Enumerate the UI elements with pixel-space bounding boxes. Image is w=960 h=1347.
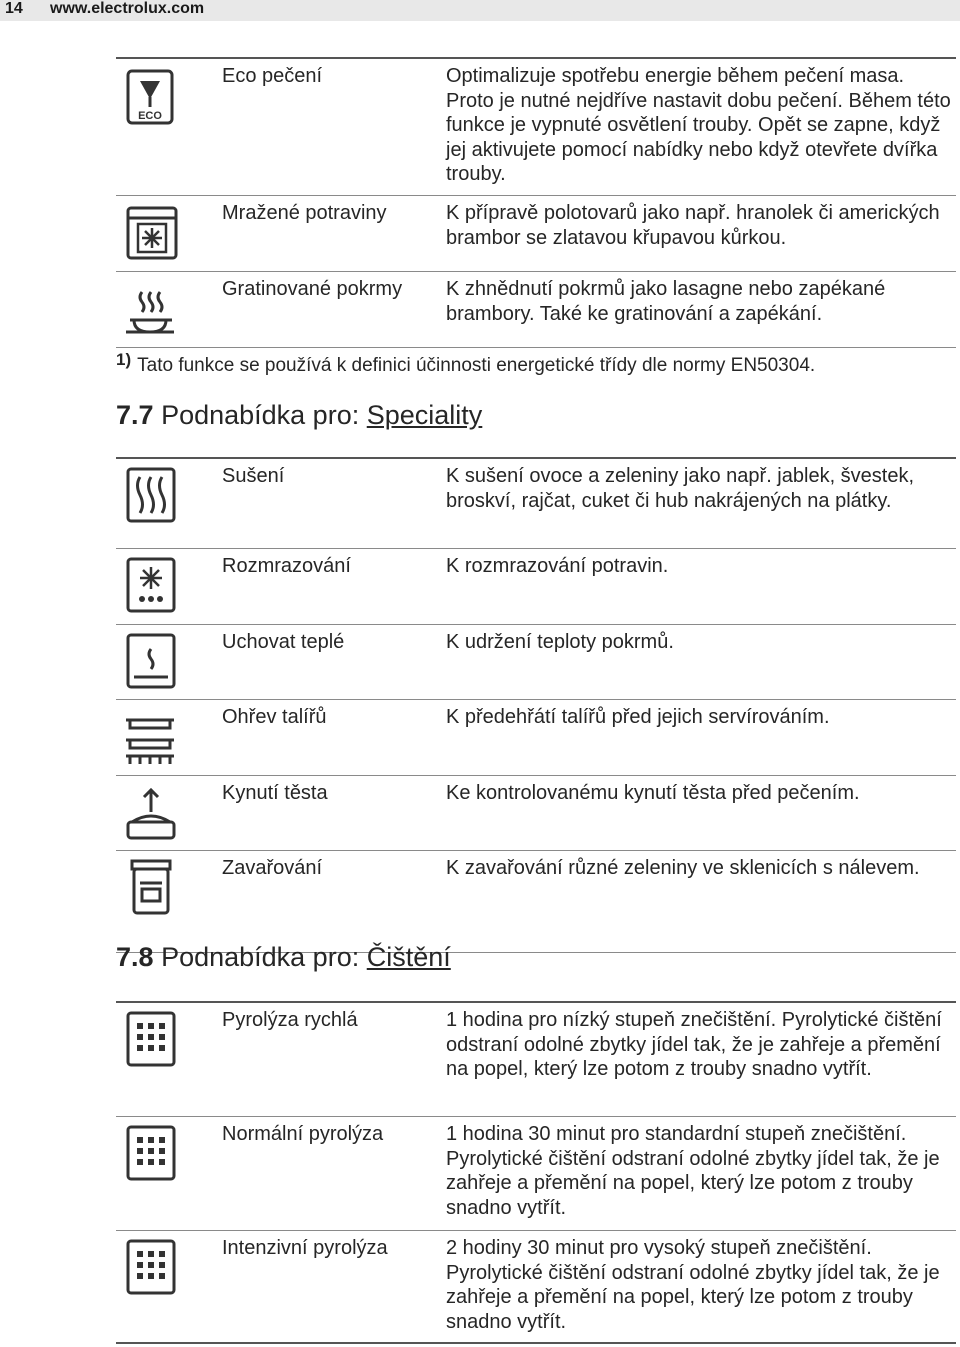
functions-table-3: [116, 1001, 956, 1344]
plate-warming-icon: [120, 710, 180, 770]
footnote-text: Tato funkce se používá k definici účinnosti energetické třídy dle normy EN50304.: [137, 355, 816, 376]
table-row: [116, 851, 956, 953]
function-description: K sušení ovoce a zeleniny jako např. jablek, švestek, broskví, rajčat, cuket či hub nakrájených na plátky.: [446, 465, 915, 512]
function-description: 1 hodina pro nízký stupeň znečištění. Pyrolytické čištění odstraní odolné zbytky jídel tak, že je zahřeje a přemění na popel, který lze potom z trouby snadno vytřít.: [446, 1009, 942, 1080]
section-heading-7-8: [116, 942, 451, 973]
function-name: Pyrolýza rychlá: [222, 1009, 358, 1031]
function-name: Eco pečení: [222, 65, 323, 87]
table-row: [116, 776, 956, 851]
function-description: K zavařování různé zeleniny ve sklenicích s nálevem.: [446, 857, 920, 879]
table-row: [116, 625, 956, 700]
pyrolysis-intensive-icon: [120, 1237, 180, 1297]
frozen-food-icon: [120, 204, 180, 264]
pyrolysis-normal-icon: [120, 1123, 180, 1183]
section-number: 7.8: [116, 942, 154, 972]
drying-icon: [120, 465, 180, 525]
section-heading-7-7: [116, 400, 482, 431]
gratin-icon: [120, 280, 180, 340]
dough-proving-icon: [120, 782, 180, 842]
functions-table-2: [116, 457, 956, 953]
table-row: [116, 196, 956, 272]
function-description: K zhnědnutí pokrmů jako lasagne nebo zapékané brambory. Také ke gratinování a zapékání.: [446, 278, 886, 325]
function-description: 1 hodina 30 minut pro standardní stupeň znečištění. Pyrolytické čištění odstraní odolné zbytky jídel tak, že je zahřeje a přemění na popel, který lze potom z trouby snadno vytřít.: [446, 1123, 940, 1219]
table-row: [116, 59, 956, 196]
svg-text:ECO: ECO: [138, 110, 162, 122]
function-description: K přípravě polotovarů jako např. hranolek či amerických brambor se zlatavou křupavou kůrkou.: [446, 202, 940, 249]
function-description: K předehřátí talířů před jejich servírováním.: [446, 706, 830, 728]
functions-table-1: [116, 57, 956, 348]
pyrolysis-quick-icon: [120, 1009, 180, 1069]
function-description: Optimalizuje spotřebu energie během pečení masa. Proto je nutné nejdříve nastavit dobu pečení. Během této funkce je vypnuté osvětlení trouby. Opět se zapne, když jej aktivujete pomocí nabídky nebo když otevřete dvířka trouby.: [446, 65, 951, 185]
section-title: Podnabídka pro:: [161, 400, 360, 430]
function-name: Mražené potraviny: [222, 202, 387, 224]
defrost-icon: [120, 555, 180, 615]
function-name: Ohřev talířů: [222, 706, 327, 728]
function-name: Intenzivní pyrolýza: [222, 1237, 388, 1259]
section-title: Podnabídka pro:: [161, 942, 360, 972]
footnote: [116, 350, 815, 377]
table-row: [116, 700, 956, 776]
section-number: 7.7: [116, 400, 154, 430]
table-row: [116, 272, 956, 348]
function-name: Gratinované pokrmy: [222, 278, 403, 300]
table-row: [116, 459, 956, 549]
table-row: [116, 1231, 956, 1344]
section-link-speciality[interactable]: Speciality: [366, 400, 483, 430]
table-row: [116, 1003, 956, 1117]
table-row: [116, 1117, 956, 1231]
footnote-marker: 1): [116, 350, 132, 369]
section-link-cisteni[interactable]: Čištění: [366, 942, 451, 972]
page-header: [0, 0, 960, 21]
function-description: Ke kontrolovanému kynutí těsta před pečením.: [446, 782, 860, 804]
page-number: 14: [5, 0, 23, 17]
function-name: Normální pyrolýza: [222, 1123, 384, 1145]
function-name: Zavařování: [222, 857, 323, 879]
function-name: Kynutí těsta: [222, 782, 328, 804]
function-description: 2 hodiny 30 minut pro vysoký stupeň znečištění. Pyrolytické čištění odstraní odolné zbytky jídel tak, že je zahřeje a přemění na popel, který lze potom z trouby snadno vytřít.: [446, 1237, 940, 1333]
header-url: www.electrolux.com: [50, 0, 205, 17]
function-name: Uchovat teplé: [222, 631, 345, 653]
preserving-icon: [120, 857, 180, 917]
table-row: [116, 549, 956, 625]
function-name: Rozmrazování: [222, 555, 351, 577]
function-description: K udržení teploty pokrmů.: [446, 631, 674, 653]
function-description: K rozmrazování potravin.: [446, 555, 669, 577]
keep-warm-icon: [120, 631, 180, 691]
function-name: Sušení: [222, 465, 285, 487]
eco-roast-icon: [120, 67, 180, 127]
